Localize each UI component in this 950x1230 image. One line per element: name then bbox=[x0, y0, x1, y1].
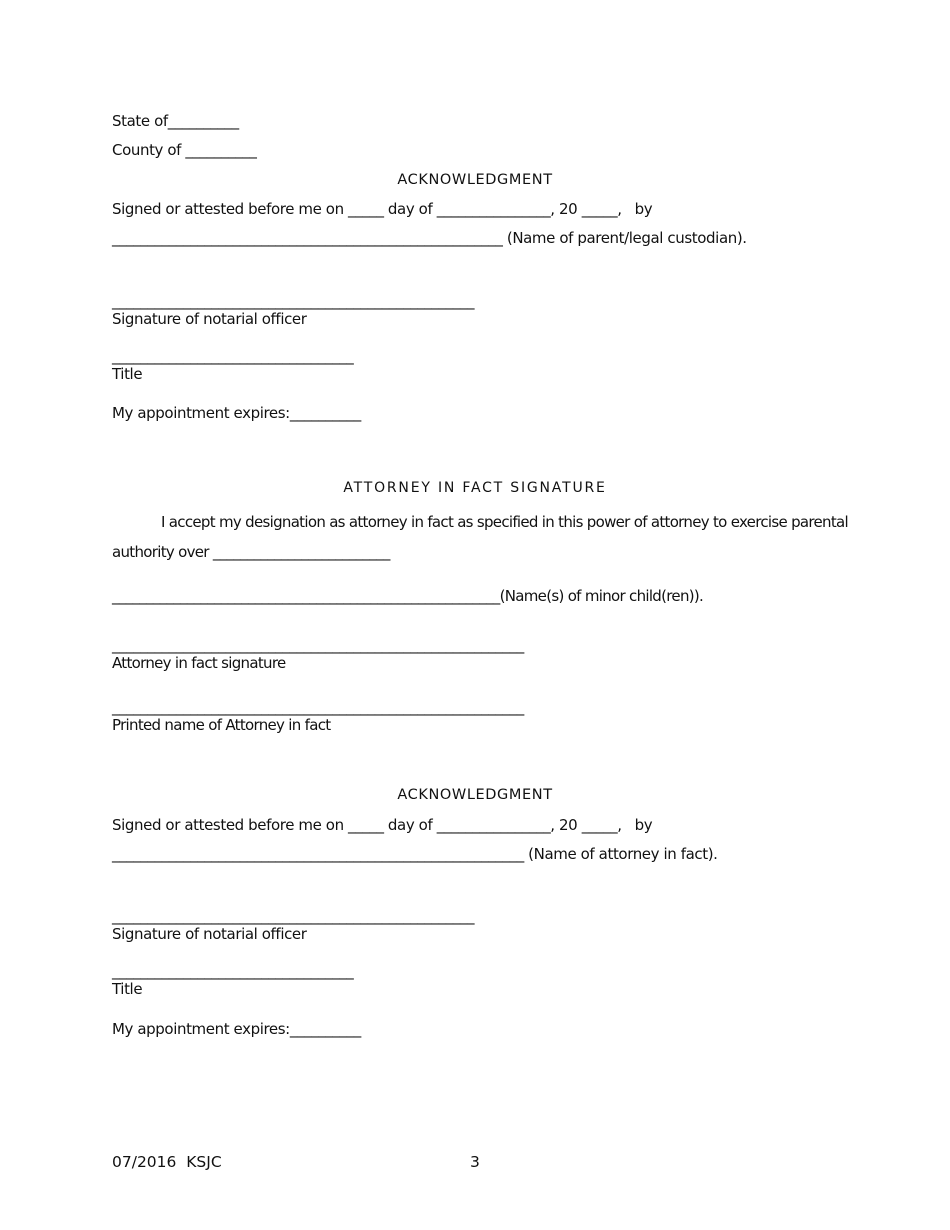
attorney-signature-blank: __________________________________________________________ bbox=[112, 636, 524, 654]
notary-signature-label-1: Signature of notarial officer bbox=[112, 310, 307, 328]
printed-name-label: Printed name of Attorney in fact bbox=[112, 716, 331, 734]
signed-attested-line-2: Signed or attested before me on _____ day of ________________, 20 _____, by bbox=[112, 816, 653, 834]
attorney-in-fact-heading: ATTORNEY IN FACT SIGNATURE bbox=[343, 480, 607, 496]
appointment-expires-2: My appointment expires:__________ bbox=[112, 1020, 361, 1038]
footer-revision: 07/2016 KSJC bbox=[112, 1153, 222, 1171]
accept-designation-line: I accept my designation as attorney in fact as specified in this power of attorney to exercise parental bbox=[161, 513, 848, 531]
parent-name-line: _______________________________________________________ (Name of parent/legal custodian). bbox=[112, 229, 747, 247]
attorney-name-line: __________________________________________________________ (Name of attorney in fact). bbox=[112, 845, 718, 863]
notary-signature-label-2: Signature of notarial officer bbox=[112, 925, 307, 943]
minor-children-line: _________________________________________________________(Name(s) of minor child(ren)). bbox=[112, 587, 704, 605]
authority-over-line: authority over __________________________ bbox=[112, 543, 390, 561]
notary-signature-blank-1: ___________________________________________________ bbox=[112, 292, 475, 310]
attorney-signature-label: Attorney in fact signature bbox=[112, 654, 286, 672]
acknowledgment-heading-1: ACKNOWLEDGMENT bbox=[397, 172, 553, 188]
acknowledgment-heading-2: ACKNOWLEDGMENT bbox=[397, 787, 553, 803]
appointment-expires-1: My appointment expires:__________ bbox=[112, 404, 361, 422]
notary-signature-blank-2: ___________________________________________________ bbox=[112, 907, 475, 925]
state-of-field: State of__________ bbox=[112, 112, 239, 130]
title-label-2: Title bbox=[112, 980, 143, 998]
title-blank-2: __________________________________ bbox=[112, 962, 354, 980]
signed-attested-line-1: Signed or attested before me on _____ day of ________________, 20 _____, by bbox=[112, 200, 653, 218]
county-of-field: County of __________ bbox=[112, 141, 257, 159]
title-blank-1: __________________________________ bbox=[112, 347, 354, 365]
printed-name-blank: __________________________________________________________ bbox=[112, 698, 524, 716]
page-number: 3 bbox=[470, 1153, 480, 1171]
title-label-1: Title bbox=[112, 365, 143, 383]
